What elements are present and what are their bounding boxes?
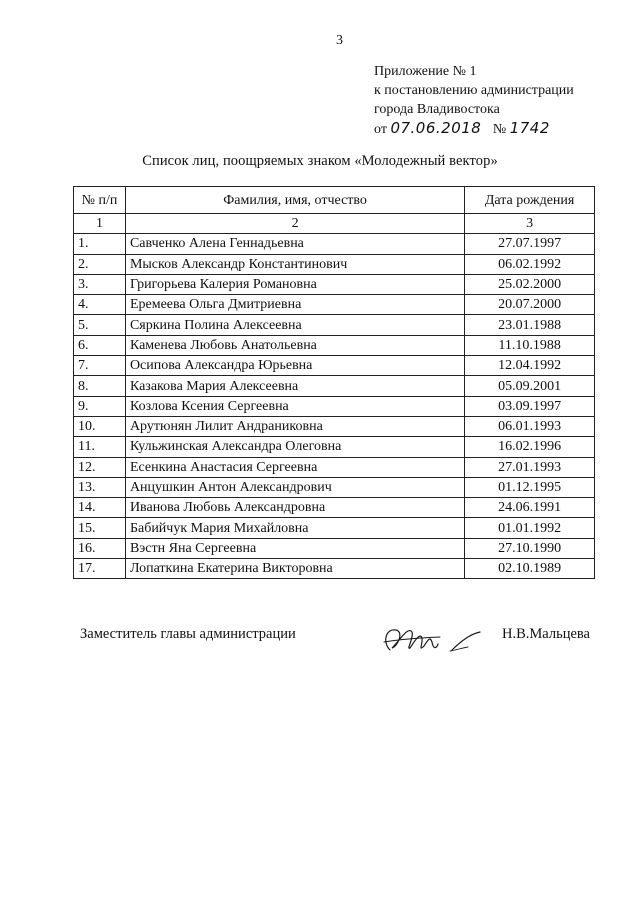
table-row [74,254,595,274]
row-name: Анцушкин Антон Александрович [125,477,464,497]
table-row [74,335,595,355]
handwritten-date: 07.06.2018 [390,119,482,137]
table-row [74,295,595,315]
appendix-block [374,62,614,139]
row-birth-date: 20.07.2000 [465,295,595,315]
row-name: Каменева Любовь Анатольевна [125,335,464,355]
table-row [74,437,595,457]
row-birth-date: 01.01.1992 [465,518,595,538]
award-table [73,186,595,579]
row-number: 1. [74,234,126,254]
row-name: Сяркина Полина Алексеевна [125,315,464,335]
row-number: 10. [74,416,126,436]
table-row [74,315,595,335]
table-row [74,538,595,558]
row-birth-date: 27.01.1993 [465,457,595,477]
date-prefix: от [374,122,387,137]
table-row [74,234,595,254]
signatory-position: Заместитель главы администрации [80,626,296,642]
table-row [74,396,595,416]
table-row [74,376,595,396]
index-col-1: 1 [74,214,126,234]
row-birth-date: 12.04.1992 [465,356,595,376]
row-number: 16. [74,538,126,558]
row-birth-date: 03.09.1997 [465,396,595,416]
row-number: 12. [74,457,126,477]
row-number: 17. [74,559,126,579]
table-row [74,416,595,436]
row-birth-date: 11.10.1988 [465,335,595,355]
row-name: Есенкина Анастасия Сергеевна [125,457,464,477]
row-name: Казакова Мария Алексеевна [125,376,464,396]
row-name: Кульжинская Александра Олеговна [125,437,464,457]
row-name: Арутюнян Лилит Андраниковна [125,416,464,436]
table-index-row [74,214,595,234]
row-number: 4. [74,295,126,315]
row-birth-date: 05.09.2001 [465,376,595,396]
row-number: 15. [74,518,126,538]
index-col-2: 2 [125,214,464,234]
table-row [74,518,595,538]
header-birth-date: Дата рождения [465,187,595,214]
table-row [74,457,595,477]
row-name: Григорьева Калерия Романовна [125,274,464,294]
row-name: Мысков Александр Константинович [125,254,464,274]
table-row [74,356,595,376]
table-row [74,559,595,579]
table-row [74,477,595,497]
row-birth-date: 06.02.1992 [465,254,595,274]
row-number: 9. [74,396,126,416]
row-number: 8. [74,376,126,396]
row-number: 2. [74,254,126,274]
row-number: 6. [74,335,126,355]
list-title: Список лиц, поощряемых знаком «Молодежный вектор» [142,153,498,169]
signatory-name: Н.В.Мальцева [502,626,590,642]
appendix-title: Приложение № 1 [374,64,477,79]
row-birth-date: 02.10.1989 [465,559,595,579]
table-row [74,274,595,294]
row-birth-date: 27.10.1990 [465,538,595,558]
table-row [74,498,595,518]
row-name: Вэстн Яна Сергеевна [125,538,464,558]
index-col-3: 3 [465,214,595,234]
appendix-reference: к постановлению администрации [374,83,574,98]
signature-image [376,620,486,660]
number-prefix: № [492,122,507,137]
table-header-row [74,187,595,214]
row-birth-date: 16.02.1996 [465,437,595,457]
row-number: 13. [74,477,126,497]
row-name: Осипова Александра Юрьевна [125,356,464,376]
row-birth-date: 06.01.1993 [465,416,595,436]
row-name: Иванова Любовь Александровна [125,498,464,518]
row-birth-date: 24.06.1991 [465,498,595,518]
row-number: 14. [74,498,126,518]
row-birth-date: 23.01.1988 [465,315,595,335]
row-number: 3. [74,274,126,294]
header-number: № п/п [74,187,126,214]
row-birth-date: 25.02.2000 [465,274,595,294]
row-number: 11. [74,437,126,457]
row-name: Бабийчук Мария Михайловна [125,518,464,538]
appendix-city: города Владивостока [374,102,500,117]
appendix-date-line [374,119,614,139]
row-name: Козлова Ксения Сергеевна [125,396,464,416]
row-name: Еремеева Ольга Дмитриевна [125,295,464,315]
row-name: Савченко Алена Геннадьевна [125,234,464,254]
row-number: 7. [74,356,126,376]
header-full-name: Фамилия, имя, отчество [125,187,464,214]
page-number: 3 [336,33,343,48]
handwritten-number: 1742 [509,119,550,137]
row-number: 5. [74,315,126,335]
row-birth-date: 01.12.1995 [465,477,595,497]
row-birth-date: 27.07.1997 [465,234,595,254]
row-name: Лопаткина Екатерина Викторовна [125,559,464,579]
